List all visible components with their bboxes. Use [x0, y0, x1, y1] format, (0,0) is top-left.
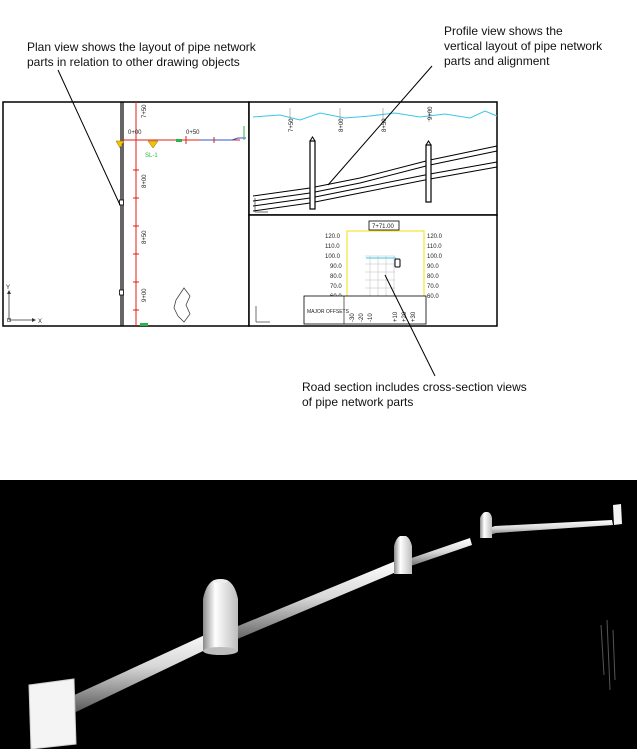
3d-pipe-svg	[0, 480, 637, 749]
section-offset-p20: +20	[402, 311, 408, 322]
plan-callout-line-2: parts in relation to other drawing objects	[27, 55, 240, 69]
section-pipe-part	[395, 259, 400, 267]
section-callout-line-2: of pipe network parts	[302, 395, 414, 409]
3d-pipe-render	[0, 480, 637, 749]
profile-station-8-50: 8+50	[382, 118, 388, 132]
profile-station-8-00: 8+00	[339, 118, 345, 132]
plan-green-marker	[176, 139, 182, 142]
pipe-segment-4	[480, 520, 613, 538]
plan-callout-line-1: Plan view shows the layout of pipe network	[27, 40, 256, 54]
profile-station-9-00: 9+00	[428, 106, 434, 120]
plan-station-9-00: 9+00	[142, 288, 148, 302]
manhole-structure-1	[203, 579, 238, 655]
plan-station-8-50: 8+50	[142, 230, 148, 244]
plan-station-8-00: 8+00	[142, 174, 148, 188]
plan-axis-x-label: X	[38, 319, 43, 325]
section-elev-right-120: 120.0	[427, 234, 443, 240]
section-elev-right-110: 110.0	[427, 244, 442, 250]
section-elev-right-100: 100.0	[427, 254, 443, 260]
plan-station-0-00: 0+00	[128, 130, 142, 136]
endwall-structure-right	[613, 504, 622, 525]
plan-station-0-50: 0+50	[186, 130, 200, 136]
pipe-segment-1	[70, 628, 226, 712]
pipe-segment-2	[226, 560, 401, 643]
plan-bottom-marker	[140, 323, 148, 326]
section-offset-p30: +30	[411, 311, 417, 322]
render-artifact	[601, 620, 615, 690]
manhole-structure-3	[480, 512, 492, 538]
section-elev-right-80: 80.0	[427, 274, 439, 280]
section-elev-left-120: 120.0	[325, 234, 341, 240]
section-offset-m20: -20	[359, 313, 365, 322]
section-station-label: 7+71.00	[372, 224, 394, 230]
profile-station-7-50: 7+50	[289, 118, 295, 132]
profile-callout-line-2: vertical layout of pipe network	[444, 39, 603, 53]
section-offset-p10: +10	[393, 311, 399, 322]
profile-manhole-2	[426, 145, 431, 202]
section-offset-m10: -10	[368, 313, 374, 322]
section-elev-right-90: 90.0	[427, 264, 439, 270]
endwall-structure	[29, 679, 76, 749]
section-offset-m30: -30	[350, 313, 356, 322]
plan-station-7-50: 7+50	[142, 104, 148, 118]
section-elev-left-110: 110.0	[325, 244, 340, 250]
section-elev-right-70: 70.0	[427, 284, 439, 290]
section-callout-line-1: Road section includes cross-section views	[302, 380, 527, 394]
plan-axis-y-label: Y	[6, 285, 11, 291]
plan-marker-label: SL-1	[145, 153, 158, 159]
profile-callout-line-1: Profile view shows the	[444, 24, 563, 38]
section-elev-left-70: 70.0	[330, 284, 342, 290]
profile-callout-line-3: parts and alignment	[444, 54, 550, 68]
profile-manhole-1	[310, 141, 315, 209]
section-elev-left-90: 90.0	[330, 264, 342, 270]
plan-view-frame	[3, 102, 249, 326]
section-elev-left-100: 100.0	[325, 254, 341, 260]
section-elev-left-80: 80.0	[330, 274, 342, 280]
section-offsets-header: MAJOR OFFSETS	[307, 309, 349, 315]
section-elev-right-60: 60.0	[427, 294, 439, 300]
manhole-structure-2	[394, 536, 412, 574]
